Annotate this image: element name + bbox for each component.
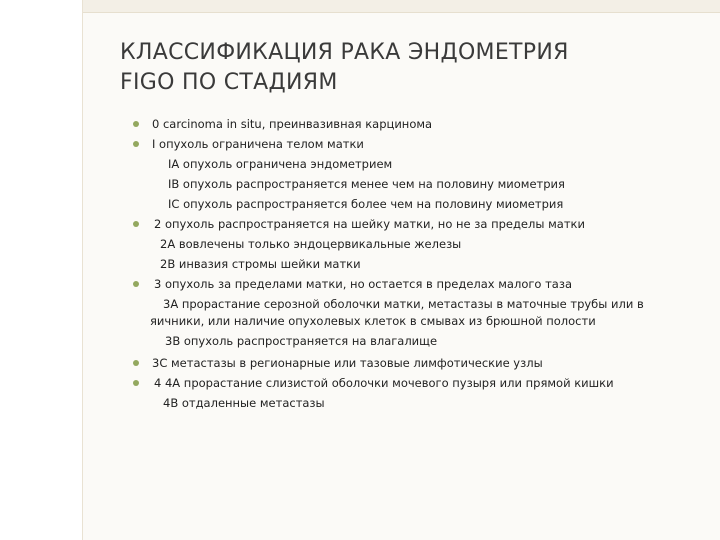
stage-2a-line: 2A вовлечены только эндоцервикальные железы	[160, 237, 462, 251]
stage-4a-line: 4 4A прорастание слизистой оболочки мочевого пузыря или прямой кишки	[154, 376, 614, 390]
title-line-2: FIGO ПО СТАДИЯМ	[120, 70, 338, 95]
stage-1b-line: IB опухоль распространяется менее чем на половину миометрия	[168, 177, 565, 191]
stage-3c-line: 3C метастазы в регионарные или тазовые лимфотические узлы	[152, 356, 543, 370]
bullet-icon	[133, 141, 139, 147]
stage-0-line: 0 carcinoma in situ, преинвазивная карцинома	[152, 117, 433, 131]
stage-2b-line: 2B инвазия стромы шейки матки	[160, 257, 361, 271]
stage-2-line: 2 опухоль распространяется на шейку матки, но не за пределы матки	[154, 217, 585, 231]
stage-3b-line: 3B опухоль распространяется на влагалище	[165, 334, 438, 348]
bullet-icon	[133, 380, 139, 386]
stage-4b-line: 4B отдаленные метастазы	[163, 396, 325, 410]
bullet-icon	[133, 360, 139, 366]
stage-1c-line: IC опухоль распространяется более чем на половину миометрия	[168, 197, 564, 211]
title-line-1: КЛАССИФИКАЦИЯ РАКА ЭНДОМЕТРИЯ	[120, 40, 569, 65]
stage-3a-line: 3A прорастание серозной оболочки матки, метастазы в маточные трубы или в	[163, 297, 644, 311]
bullet-icon	[133, 121, 139, 127]
stage-3a-continuation-line: яичники, или наличие опухолевых клеток в смывах из брюшной полости	[150, 314, 596, 328]
bullet-icon	[133, 281, 139, 287]
bullet-icon	[133, 221, 139, 227]
stage-1-line: I опухоль ограничена телом матки	[152, 137, 364, 151]
stage-3-line: 3 опухоль за пределами матки, но остается в пределах малого таза	[154, 277, 572, 291]
stage-1a-line: IA опухоль ограничена эндометрием	[168, 157, 393, 171]
